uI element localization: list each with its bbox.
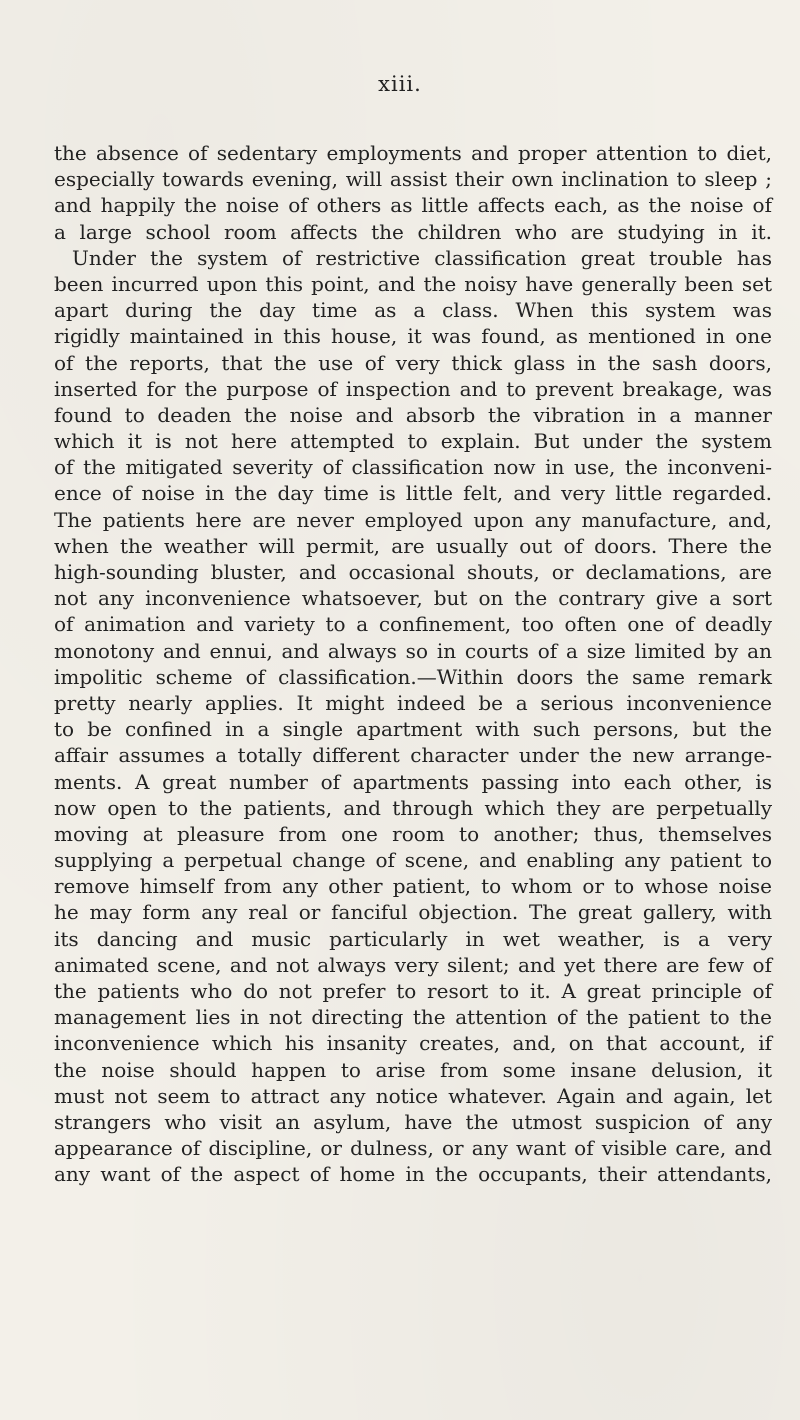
text-line: impolitic scheme of classification.—Within doors the same remark <box>54 664 772 689</box>
text-line: any want of the aspect of home in the occupants, their attendants, <box>54 1162 772 1187</box>
text-line: inserted for the purpose of inspection and to prevent breakage, was <box>54 376 772 401</box>
text-line: strangers who visit an asylum, have the utmost suspicion of any <box>54 1109 772 1134</box>
text-line: found to deaden the noise and absorb the vibration in a manner <box>54 402 772 427</box>
text-line: rigidly maintained in this house, it was found, as mentioned in one <box>54 324 772 349</box>
text-line: The patients here are never employed upon any manufacture, and, <box>54 507 772 532</box>
text-line: affair assumes a totally different character under the new arrange- <box>54 743 772 768</box>
text-line: a large school room affects the children who are studying in it. <box>54 219 772 244</box>
text-line: appearance of discipline, or dulness, or any want of visible care, and <box>54 1136 772 1161</box>
text-line: ence of noise in the day time is little felt, and very little regarded. <box>54 481 772 506</box>
text-line: animated scene, and not always very silent; and yet there are few of <box>54 952 772 977</box>
text-line: of the reports, that the use of very thick glass in the sash doors, <box>54 350 772 375</box>
text-line: its dancing and music particularly in wet weather, is a very <box>54 926 772 951</box>
text-line: he may form any real or fanciful objection. The great gallery, with <box>54 900 772 925</box>
text-line: not any inconvenience whatsoever, but on the contrary give a sort <box>54 586 772 611</box>
text-line: management lies in not directing the attention of the patient to the <box>54 1005 772 1030</box>
text-line: which it is not here attempted to explain. But under the system <box>54 429 772 454</box>
text-line: been incurred upon this point, and the noisy have generally been set <box>54 271 772 296</box>
text-line: apart during the day time as a class. When this system was <box>54 298 772 323</box>
text-line: the absence of sedentary employments and proper attention to diet, <box>54 141 772 165</box>
text-line: inconvenience which his insanity creates, and, on that account, if <box>54 1031 772 1056</box>
text-line: must not seem to attract any notice whatever. Again and again, let <box>54 1083 772 1108</box>
text-line: ments. A great number of apartments passing into each other, is <box>54 769 772 794</box>
text-line: of animation and variety to a confinement, too often one of deadly <box>54 612 772 637</box>
text-line: when the weather will permit, are usually out of doors. There the <box>54 533 772 558</box>
body-text <box>54 140 772 1188</box>
text-line: now open to the patients, and through which they are perpetually <box>54 795 772 820</box>
text-line: pretty nearly applies. It might indeed be a serious inconvenience <box>54 690 772 715</box>
text-line: supplying a perpetual change of scene, and enabling any patient to <box>54 848 772 873</box>
text-line: remove himself from any other patient, to whom or to whose noise <box>54 874 772 899</box>
text-line: high-sounding bluster, and occasional shouts, or declamations, are <box>54 560 772 584</box>
text-line: and happily the noise of others as little affects each, as the noise of <box>54 193 772 218</box>
text-line: moving at pleasure from one room to another; thus, themselves <box>54 821 772 846</box>
text-line: Under the system of restrictive classification great trouble has <box>72 245 772 270</box>
text-line: especially towards evening, will assist their own inclination to sleep ; <box>54 167 772 192</box>
text-line: the patients who do not prefer to resort to it. A great principle of <box>54 979 772 1003</box>
text-line: monotony and ennui, and always so in courts of a size limited by an <box>54 638 772 663</box>
text-line: the noise should happen to arise from some insane delusion, it <box>54 1057 772 1082</box>
text-line: to be confined in a single apartment with such persons, but the <box>54 717 772 742</box>
text-line: of the mitigated severity of classification now in use, the inconveni- <box>54 455 772 480</box>
page-number: xiii. <box>378 72 422 96</box>
